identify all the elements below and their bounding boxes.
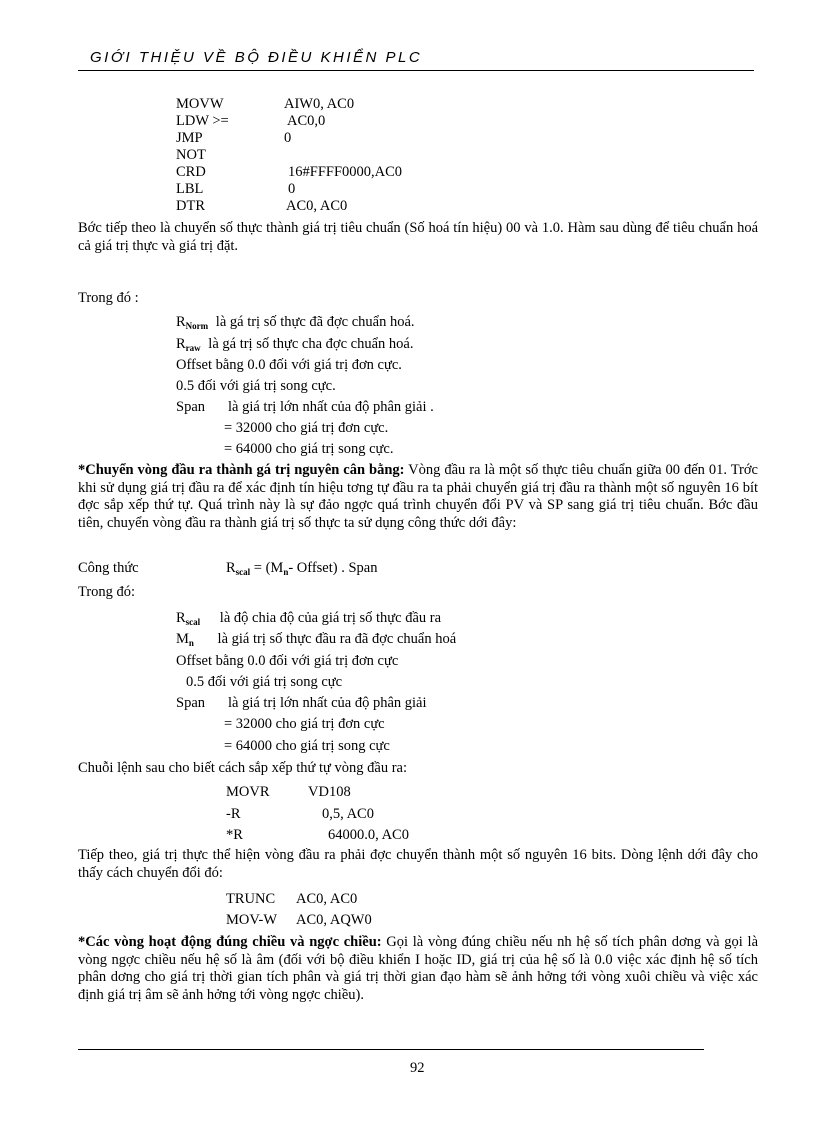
code-op: TRUNC xyxy=(226,891,276,907)
code-op: DTR xyxy=(176,198,205,214)
span-value-bipolar: = 64000 cho giá trị song cực. xyxy=(224,441,394,457)
paragraph-heading: *Các vòng hoạt động đúng chiều và ngợc chiều: xyxy=(78,934,382,950)
mn-text: là giá trị số thực đầu ra đã đợc chuẩn hoá xyxy=(217,631,457,647)
code-op: LDW >= xyxy=(176,113,229,129)
rraw-definition xyxy=(176,336,413,353)
code-op: MOVW xyxy=(176,96,224,112)
code-arg: 0,5, AC0 xyxy=(322,806,374,822)
code-arg: 16#FFFF0000,AC0 xyxy=(288,164,403,180)
code-op: -R xyxy=(226,806,241,822)
code-op: CRD xyxy=(176,164,206,180)
code-op: MOV-W xyxy=(226,912,278,928)
formula-mid: = (M xyxy=(250,560,284,576)
formula-label: Công thức xyxy=(78,560,139,576)
rnorm-text: là gá trị số thực đã đợc chuẩn hoá. xyxy=(215,314,415,330)
rraw-subscript: raw xyxy=(185,343,201,353)
rraw-symbol: R xyxy=(176,336,186,352)
code-arg: AIW0, AC0 xyxy=(284,96,355,112)
paragraph-body: Gọi là vòng đúng chiều nếu nh hệ số tích phân dơng và gọi là vòng ngợc chiều nếu hệ số là âm (đối với bộ điều khiển I hoặc ID, giá trị của hệ số là 0.0 việc xác định hệ số tích phân dơng cho giá trị thời gian tích phân và giá trị thời gian đạo hàm sẽ ảnh hởng tới vòng xuôi chiều và việc xác định giá trị âm sẽ ảnh hởng tới vòng ngợc chiều). xyxy=(78,934,758,1003)
formula-expression xyxy=(226,560,377,577)
rscal-definition xyxy=(176,610,441,627)
span-value-unipolar: = 32000 cho giá trị đơn cực. xyxy=(224,420,389,436)
paragraph-output-conversion xyxy=(78,462,758,532)
code-arg: AC0, AQW0 xyxy=(296,912,372,928)
paragraph-body: Vòng đầu ra là một số thực tiêu chuẩn giữa 00 đến 01. Trớc khi sử dụng giá trị đầu ra để xác định tín hiệu tơng tự đầu ra ta phải chuyển giá trị đầu ra thành một số nguyên 16 bít đợc sắp xếp thứ tự. Quá trình này là sự đảo ngợc quá trình chuyển đổi PV và SP sang giá trị tiêu chuẩn. Bớc đầu tiên, chuyển vòng đầu ra thành giá trị số thực ta sử dụng công thức dới đây: xyxy=(78,462,758,531)
span-value-bipolar-2: = 64000 cho giá trị song cực xyxy=(224,738,390,754)
footer-rule xyxy=(78,1049,704,1050)
paragraph-sequence-intro: Chuỗi lệnh sau cho biết cách sắp xếp thứ tự vòng đầu ra: xyxy=(78,760,407,776)
offset-definition: Offset bằng 0.0 đối với giá trị đơn cực. xyxy=(176,357,402,373)
formula-lhs-subscript: scal xyxy=(235,567,251,577)
page-number: 92 xyxy=(410,1060,425,1076)
span-label: Span xyxy=(176,399,205,415)
code-arg: 64000.0, AC0 xyxy=(328,827,409,843)
formula-mn-subscript: n xyxy=(283,567,289,577)
paragraph-heading: *Chuyển vòng đầu ra thành gá trị nguyên cân bằng: xyxy=(78,462,405,478)
code-op: NOT xyxy=(176,147,206,163)
rnorm-subscript: Norm xyxy=(185,321,209,331)
rnorm-definition xyxy=(176,314,415,331)
code-op: JMP xyxy=(176,130,203,146)
rnorm-symbol: R xyxy=(176,314,186,330)
page-header-title: GIỚI THIỆU VỀ BỘ ĐIỀU KHIỂN PLC xyxy=(90,49,423,66)
formula-lhs: R xyxy=(226,560,236,576)
code-arg: 0 xyxy=(284,130,292,146)
mn-symbol: M xyxy=(176,631,189,647)
span-label-2: Span xyxy=(176,695,205,711)
span-value-unipolar-2: = 32000 cho giá trị đơn cực xyxy=(224,716,385,732)
rraw-text: là gá trị số thực cha đợc chuẩn hoá. xyxy=(208,336,414,352)
code-op: *R xyxy=(226,827,243,843)
code-arg: AC0, AC0 xyxy=(296,891,358,907)
mn-subscript: n xyxy=(188,638,194,648)
code-op: MOVR xyxy=(226,784,270,800)
code-arg: AC0,0 xyxy=(287,113,326,129)
code-op: LBL xyxy=(176,181,204,197)
paragraph-normalization: Bớc tiếp theo là chuyển số thực thành giá trị tiêu chuẩn (Số hoá tín hiệu) 00 và 1.0. Hàm sau dùng để tiêu chuẩn hoá cả giá trị thực và giá trị đặt. xyxy=(78,220,758,254)
where-label-1: Trong đó : xyxy=(78,290,139,306)
where-label-2: Trong đó: xyxy=(78,584,136,600)
rscal-subscript: scal xyxy=(185,617,201,627)
bipolar-definition-2: 0.5 đối với giá trị song cực xyxy=(186,674,343,690)
code-arg: VD108 xyxy=(308,784,351,800)
paragraph-integer-conversion: Tiếp theo, giá trị thực thể hiện vòng đầu ra phải đợc chuyển thành một số nguyên 16 bits. Dòng lệnh dới đây cho thấy cách chuyển đổi đó: xyxy=(78,847,758,881)
offset-definition-2: Offset bằng 0.0 đối với giá trị đơn cực xyxy=(176,653,399,669)
rscal-symbol: R xyxy=(176,610,186,626)
code-arg: AC0, AC0 xyxy=(286,198,348,214)
paragraph-loop-direction xyxy=(78,934,758,1004)
header-rule xyxy=(78,70,754,71)
bipolar-definition: 0.5 đối với giá trị song cực. xyxy=(176,378,336,394)
formula-rhs: - Offset) . Span xyxy=(288,560,378,576)
rscal-text: là độ chia độ của giá trị số thực đầu ra xyxy=(219,610,442,626)
span-definition-2: là giá trị lớn nhất của độ phân giải xyxy=(228,695,427,711)
span-definition: là giá trị lớn nhất của độ phân giải . xyxy=(228,399,434,415)
mn-definition xyxy=(176,631,456,648)
code-arg: 0 xyxy=(288,181,296,197)
